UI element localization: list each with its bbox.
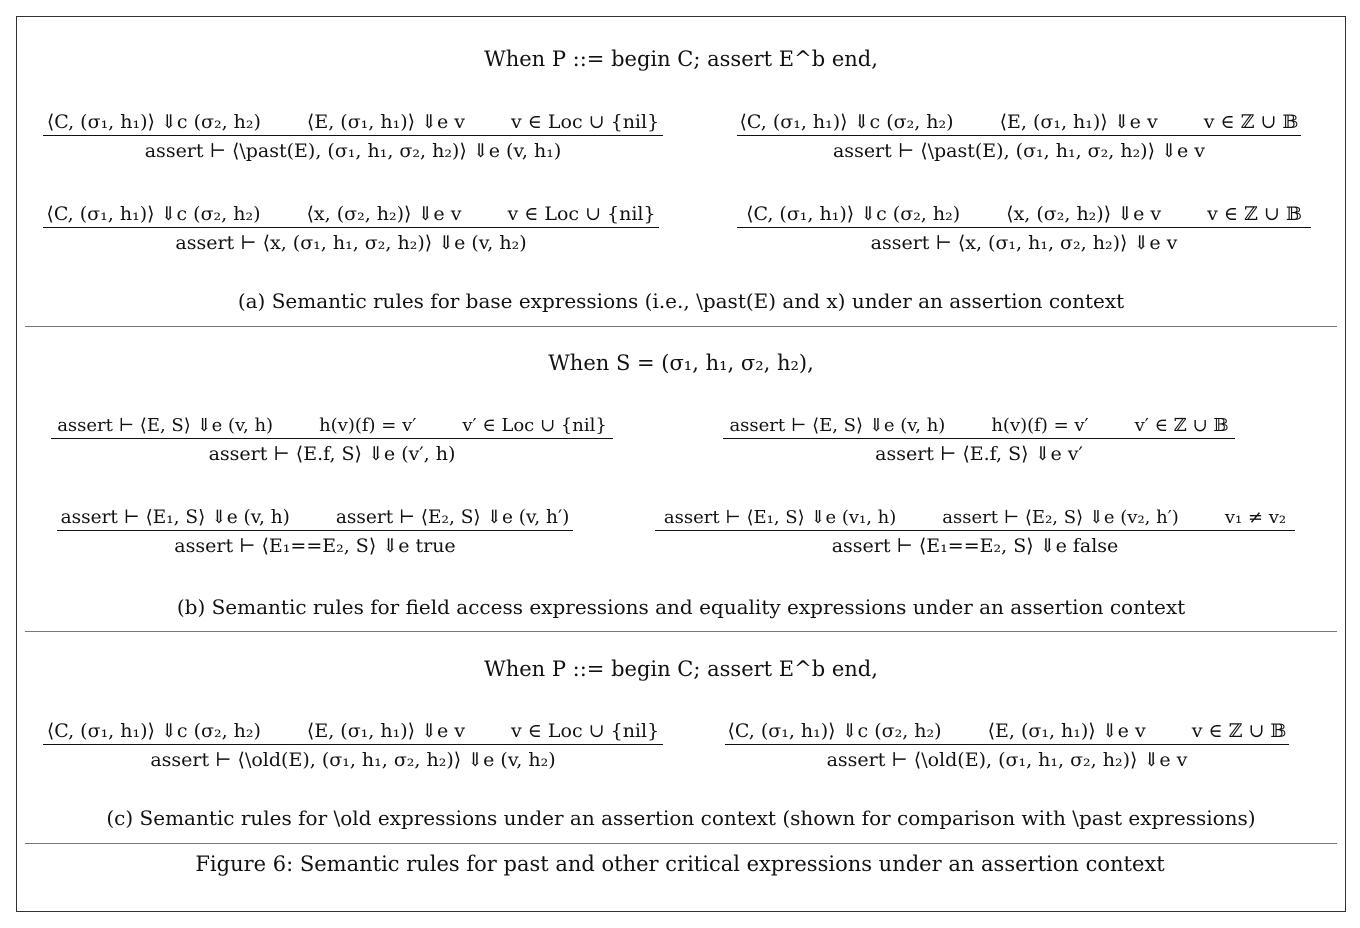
premise: v ∈ ℤ ∪ 𝔹 [1207,203,1302,225]
conclusion: assert ⊢ ⟨\past(E), (σ₁, h₁, σ₂, h₂)⟩ ⇓e (v, h₁) [144,140,562,163]
section-b-caption: (b) Semantic rules for field access expressions and equality expressions under an assertion context [176,595,1186,619]
separator [25,843,1337,844]
conclusion: assert ⊢ ⟨x, (σ₁, h₁, σ₂, h₂)⟩ ⇓e v [870,232,1178,255]
premise: ⟨C, (σ₁, h₁)⟩ ⇓c (σ₂, h₂) [46,203,261,225]
premise: ⟨x, (σ₂, h₂)⟩ ⇓e v [1006,203,1162,225]
premise: h(v)(f) = v′ [991,415,1089,436]
separator [25,631,1337,632]
premise: v ∈ Loc ∪ {nil} [511,720,660,742]
premise: assert ⊢ ⟨E₂, S⟩ ⇓e (v₂, h′) [942,507,1179,528]
conclusion: assert ⊢ ⟨\old(E), (σ₁, h₁, σ₂, h₂)⟩ ⇓e (v, h₂) [150,749,556,772]
premise: ⟨C, (σ₁, h₁)⟩ ⇓c (σ₂, h₂) [739,111,954,133]
rule-b1 [51,415,613,465]
premise: v ∈ Loc ∪ {nil} [511,111,660,133]
premise: ⟨x, (σ₂, h₂)⟩ ⇓e v [306,203,462,225]
conclusion: assert ⊢ ⟨E₁==E₂, S⟩ ⇓e true [174,535,456,558]
conclusion: assert ⊢ ⟨E.f, S⟩ ⇓e (v′, h) [208,443,456,466]
premise: assert ⊢ ⟨E₁, S⟩ ⇓e (v, h) [60,507,290,528]
section-c-caption: (c) Semantic rules for \old expressions under an assertion context (shown for comparison with \past expressions) [106,806,1256,830]
premise: v₁ ≠ v₂ [1224,507,1287,528]
premise: ⟨E, (σ₁, h₁)⟩ ⇓e v [987,720,1146,742]
premise: ⟨C, (σ₁, h₁)⟩ ⇓c (σ₂, h₂) [727,720,942,742]
rule-a3 [43,203,659,254]
section-a-caption: (a) Semantic rules for base expressions (i.e., \past(E) and x) under an assertion context [237,289,1125,313]
conclusion: assert ⊢ ⟨E.f, S⟩ ⇓e v′ [875,443,1083,466]
figure-caption: Figure 6: Semantic rules for past and other critical expressions under an assertion context [195,852,1165,876]
section-a-context: When P ::= begin C; assert E^b end, [484,47,878,71]
premise: assert ⊢ ⟨E, S⟩ ⇓e (v, h) [729,415,946,436]
premise: assert ⊢ ⟨E, S⟩ ⇓e (v, h) [57,415,274,436]
rule-c2 [725,720,1289,771]
premise: v ∈ Loc ∪ {nil} [507,203,656,225]
figure-frame [16,16,1346,912]
rule-c1 [43,720,663,771]
rule-b3 [57,507,573,557]
section-c-context: When P ::= begin C; assert E^b end, [484,657,878,681]
premise: v′ ∈ ℤ ∪ 𝔹 [1134,415,1229,436]
conclusion: assert ⊢ ⟨\past(E), (σ₁, h₁, σ₂, h₂)⟩ ⇓e v [832,140,1205,163]
premise: v ∈ ℤ ∪ 𝔹 [1191,720,1287,742]
premise: ⟨E, (σ₁, h₁)⟩ ⇓e v [306,720,466,742]
premise: ⟨C, (σ₁, h₁)⟩ ⇓c (σ₂, h₂) [46,111,261,133]
premise: h(v)(f) = v′ [319,415,417,436]
premise: assert ⊢ ⟨E₂, S⟩ ⇓e (v, h′) [335,507,570,528]
premise: ⟨C, (σ₁, h₁)⟩ ⇓c (σ₂, h₂) [746,203,961,225]
section-b-context: When S = (σ₁, h₁, σ₂, h₂), [548,351,814,375]
premise: ⟨E, (σ₁, h₁)⟩ ⇓e v [306,111,466,133]
premise: ⟨E, (σ₁, h₁)⟩ ⇓e v [999,111,1158,133]
conclusion: assert ⊢ ⟨x, (σ₁, h₁, σ₂, h₂)⟩ ⇓e (v, h₂) [175,232,527,255]
rule-a4 [737,203,1311,254]
premise: v ∈ ℤ ∪ 𝔹 [1203,111,1299,133]
rule-b2 [723,415,1235,465]
rule-a1 [43,111,663,162]
premise: ⟨C, (σ₁, h₁)⟩ ⇓c (σ₂, h₂) [46,720,261,742]
rule-a2 [737,111,1301,162]
rule-b4 [655,507,1295,557]
conclusion: assert ⊢ ⟨E₁==E₂, S⟩ ⇓e false [831,535,1119,558]
conclusion: assert ⊢ ⟨\old(E), (σ₁, h₁, σ₂, h₂)⟩ ⇓e v [826,749,1188,772]
premise: assert ⊢ ⟨E₁, S⟩ ⇓e (v₁, h) [663,507,897,528]
separator [25,326,1337,327]
premise: v′ ∈ Loc ∪ {nil} [462,415,607,436]
